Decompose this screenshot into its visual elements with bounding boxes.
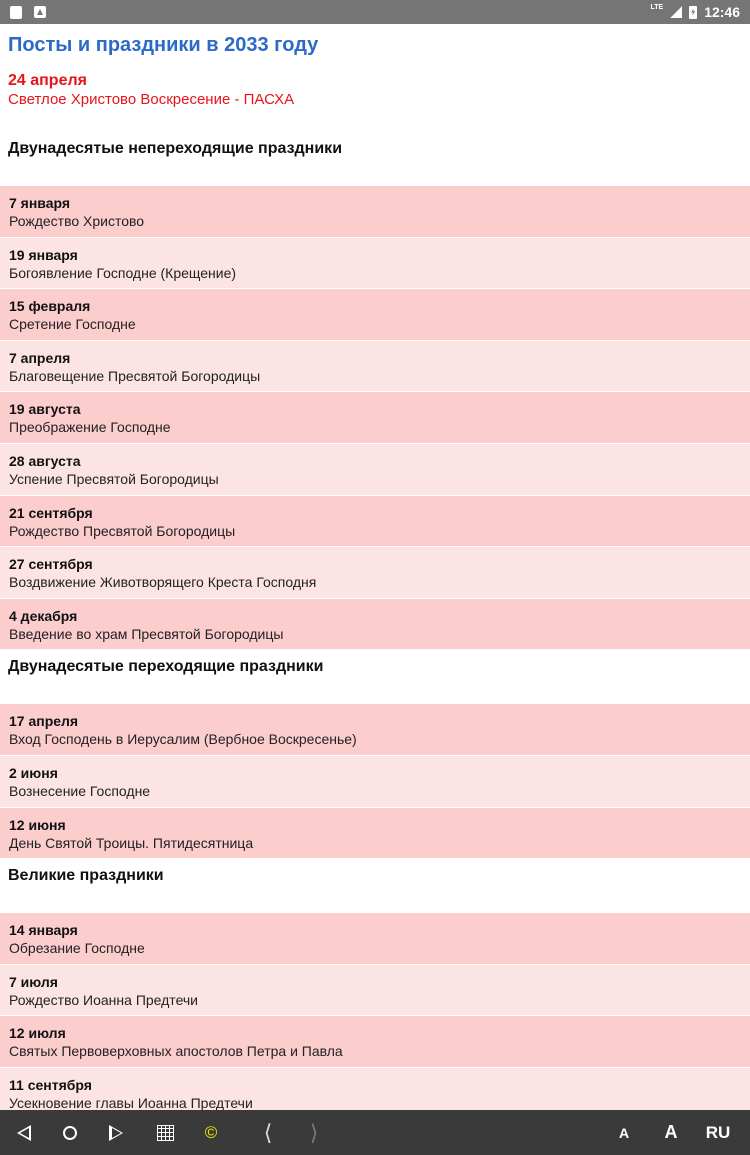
feast-name: Вознесение Господне [9, 782, 151, 799]
bottom-nav-bar [0, 1110, 750, 1155]
pascha-date: 24 апреля [8, 72, 87, 89]
feast-list [0, 913, 750, 1110]
list-item[interactable] [0, 599, 750, 651]
next-arrow-icon[interactable]: ⟩ [309, 1119, 319, 1145]
feast-name: Святых Первоверховных апостолов Петра и Павла [9, 1043, 343, 1060]
home-icon[interactable] [58, 1110, 82, 1155]
feast-date: 12 июня [9, 816, 66, 833]
feast-date: 4 декабря [9, 607, 78, 624]
list-item[interactable] [0, 186, 750, 238]
feast-name: Введение во храм Пресвятой Богородицы [9, 625, 284, 642]
feast-name: Богоявление Господне (Крещение) [9, 264, 237, 281]
feast-name: Благовещение Пресвятой Богородицы [9, 367, 261, 384]
feast-list [0, 186, 750, 650]
list-item[interactable] [0, 756, 750, 808]
list-item[interactable] [0, 289, 750, 341]
scroll-content[interactable] [0, 24, 750, 1110]
list-item[interactable] [0, 808, 750, 860]
feast-name: Рождество Иоанна Предтечи [9, 991, 198, 1008]
calendar-grid-icon[interactable] [154, 1110, 176, 1155]
feast-date: 7 июля [9, 973, 58, 990]
copyright-icon[interactable]: © [204, 1122, 218, 1142]
feast-date: 28 августа [9, 452, 81, 469]
feast-date: 14 января [9, 922, 78, 939]
feast-date: 19 августа [9, 401, 81, 418]
feast-date: 27 сентября [9, 556, 93, 573]
feast-name: Вход Господень в Иерусалим (Вербное Воскресенье) [9, 731, 357, 748]
feast-name: Рождество Пресвятой Богородицы [9, 522, 236, 539]
feast-sections [0, 134, 750, 1110]
section-title: Двунадесятые непереходящие праздники [8, 140, 343, 157]
pascha-name: Светлое Христово Воскресение - ПАСХА [8, 91, 295, 108]
prev-arrow-icon[interactable]: ⟨ [263, 1119, 273, 1145]
list-item[interactable] [0, 341, 750, 393]
sd-card-icon [10, 6, 22, 19]
feast-list [0, 704, 750, 859]
list-item[interactable] [0, 1016, 750, 1068]
list-item[interactable] [0, 392, 750, 444]
recent-apps-icon[interactable] [104, 1110, 128, 1155]
battery-charging-icon [689, 6, 697, 19]
list-item[interactable] [0, 238, 750, 290]
clock: 12:46 [704, 4, 740, 20]
feast-name: День Святой Троицы. Пятидесятница [9, 834, 254, 851]
feast-date: 21 сентября [9, 504, 93, 521]
feast-date: 19 января [9, 246, 78, 263]
page-title: Посты и праздники в 2033 году [8, 34, 319, 56]
feast-date: 2 июня [9, 764, 58, 781]
lte-signal-icon [670, 6, 682, 18]
list-item[interactable] [0, 496, 750, 548]
feast-date: 11 сентября [9, 1076, 92, 1093]
font-decrease-button[interactable]: A [618, 1124, 630, 1141]
back-icon[interactable] [10, 1110, 38, 1155]
list-item[interactable] [0, 965, 750, 1017]
feast-date: 7 января [9, 195, 71, 211]
a-notification-icon [34, 6, 46, 18]
feast-name: Успение Пресвятой Богородицы [9, 470, 219, 487]
list-item[interactable] [0, 444, 750, 496]
feast-date: 7 апреля [9, 349, 71, 366]
feast-name: Усекновение главы Иоанна Предтечи [9, 1094, 253, 1110]
language-button[interactable]: RU [705, 1122, 731, 1142]
feast-date: 15 февраля [9, 298, 91, 315]
pascha-block [0, 62, 750, 134]
list-item[interactable] [0, 547, 750, 599]
font-increase-button[interactable]: A [664, 1122, 678, 1142]
feast-name: Обрезание Господне [9, 940, 145, 957]
feast-name: Преображение Господне [9, 419, 171, 436]
feast-date: 12 июля [9, 1025, 66, 1042]
feast-name: Воздвижение Животворящего Креста Господня [9, 574, 317, 591]
list-item[interactable] [0, 1068, 750, 1110]
feast-name: Рождество Христово [9, 213, 145, 229]
feast-name: Сретение Господне [9, 316, 136, 333]
status-bar [0, 0, 750, 24]
section-title: Великие праздники [8, 867, 164, 885]
feast-date: 17 апреля [9, 713, 79, 730]
lte-label: LTE [650, 4, 664, 11]
list-item[interactable] [0, 913, 750, 965]
section-title: Двунадесятые переходящие праздники [8, 658, 324, 676]
list-item[interactable] [0, 704, 750, 756]
